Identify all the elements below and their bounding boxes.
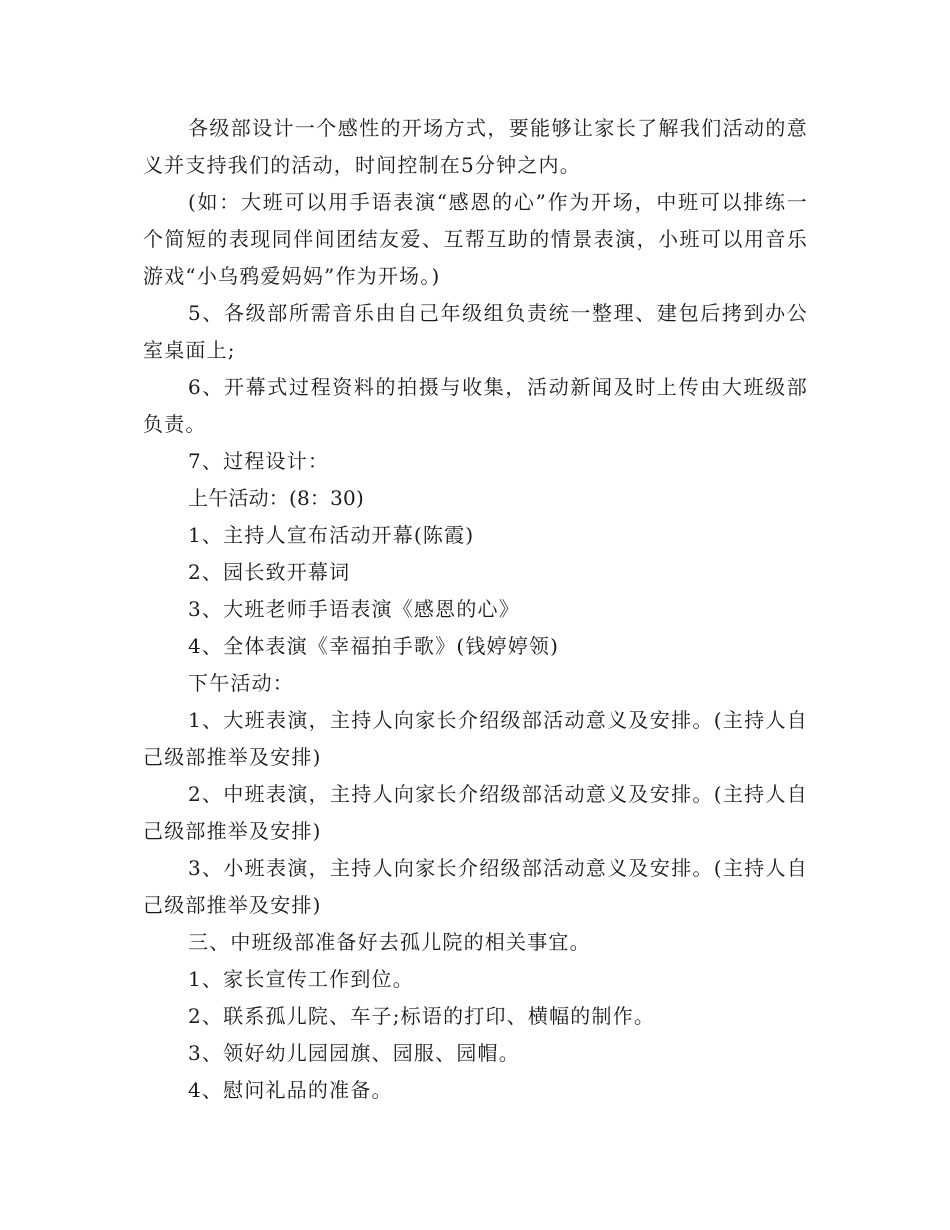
- document-body: [143, 110, 808, 1109]
- paragraph-morning-3: 3、大班老师手语表演《感恩的心》: [188, 597, 520, 621]
- paragraph-afternoon-2: 2、中班表演，主持人向家长介绍级部活动意义及安排。(主持人自己级部推举及安排): [143, 782, 808, 843]
- paragraph-afternoon-heading: 下午活动：: [188, 671, 294, 695]
- paragraph-item-7-process: 7、过程设计：: [188, 449, 330, 473]
- paragraph-section-3-item-2: 2、联系孤儿院、车子;标语的打印、横幅的制作。: [188, 1004, 656, 1028]
- paragraph-section-3-item-4: 4、慰问礼品的准备。: [188, 1078, 393, 1102]
- paragraph-opening-design: 各级部设计一个感性的开场方式，要能够让家长了解我们活动的意义并支持我们的活动，时间控制在5分钟之内。: [143, 116, 808, 177]
- paragraph-morning-heading: 上午活动：(8：30): [188, 486, 364, 510]
- paragraph-section-3-heading: 三、中班级部准备好去孤儿院的相关事宜。: [188, 930, 591, 954]
- paragraph-item-6-records: 6、开幕式过程资料的拍摄与收集，活动新闻及时上传由大班级部负责。: [143, 375, 808, 436]
- paragraph-morning-4: 4、全体表演《幸福拍手歌》(钱婷婷领): [188, 634, 560, 658]
- paragraph-item-5-music: 5、各级部所需音乐由自己年级组负责统一整理、建包后拷到办公室桌面上;: [143, 301, 808, 362]
- paragraph-morning-1: 1、主持人宣布活动开幕(陈霞): [188, 523, 475, 547]
- paragraph-morning-2: 2、园长致开幕词: [188, 560, 351, 584]
- paragraph-opening-examples: (如：大班可以用手语表演“感恩的心”作为开场，中班可以排练一个简短的表现同伴间团结友爱、互帮互助的情景表演，小班可以用音乐游戏“小乌鸦爱妈妈”作为开场。): [143, 190, 808, 288]
- paragraph-afternoon-3: 3、小班表演，主持人向家长介绍级部活动意义及安排。(主持人自己级部推举及安排): [143, 856, 808, 917]
- paragraph-section-3-item-3: 3、领好幼儿园园旗、园服、园帽。: [188, 1041, 520, 1065]
- paragraph-section-3-item-1: 1、家长宣传工作到位。: [188, 967, 414, 991]
- paragraph-afternoon-1: 1、大班表演，主持人向家长介绍级部活动意义及安排。(主持人自己级部推举及安排): [143, 708, 808, 769]
